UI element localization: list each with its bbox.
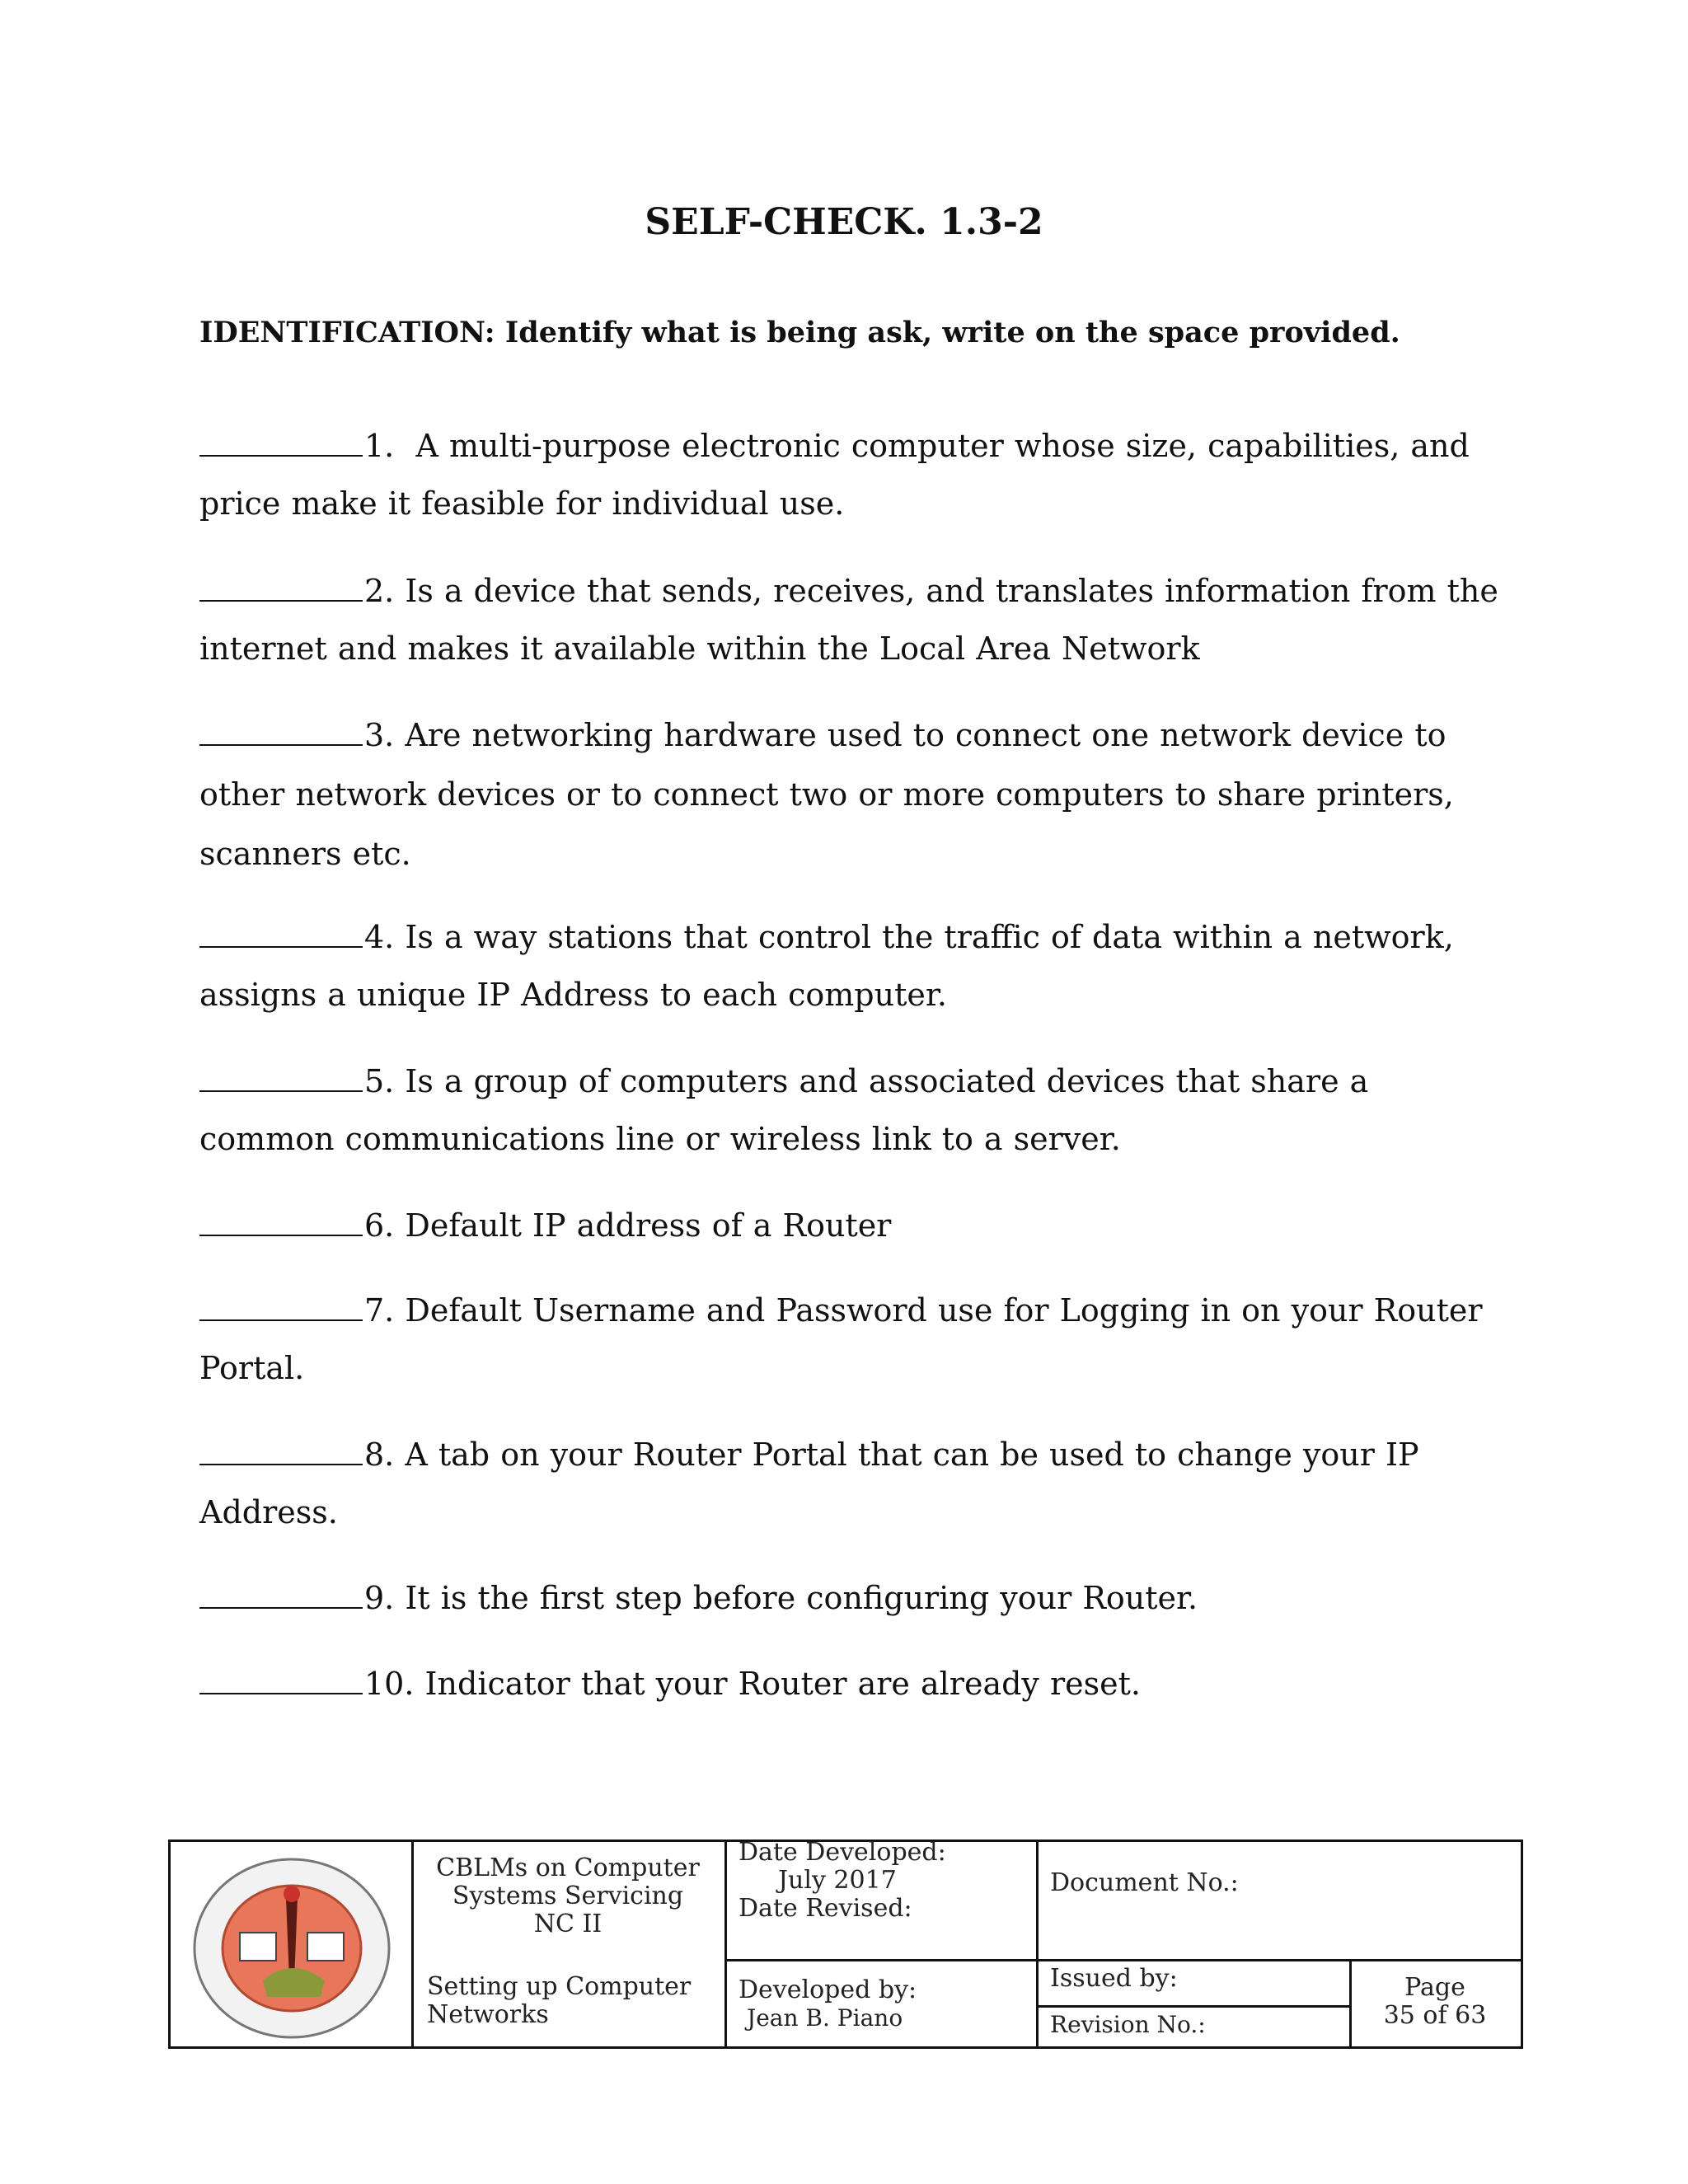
course-title-cell: [412, 1854, 724, 1938]
date-revised-label: Date Revised:: [738, 1894, 912, 1923]
question-number: 8.: [364, 1436, 395, 1473]
question-5: [199, 1052, 1502, 1168]
instructions: IDENTIFICATION: Identify what is being ask, write on the space provided.: [199, 316, 1400, 349]
question-number: 1.: [364, 428, 395, 464]
issued-by-label: Issued by:: [1050, 1964, 1178, 1993]
date-developed-label: Date Developed:: [738, 1838, 946, 1867]
question-text: Are networking hardware used to connect one network device to other network devices or to connect two or more computers to share printers, scanners etc.: [199, 717, 1454, 872]
answer-blank[interactable]: [199, 943, 363, 948]
question-number: 10.: [364, 1666, 415, 1702]
question-6: [199, 1197, 1502, 1254]
answer-blank[interactable]: [199, 1460, 363, 1465]
question-number: 7.: [364, 1292, 395, 1329]
answer-blank[interactable]: [199, 1316, 363, 1321]
answer-blank[interactable]: [199, 452, 363, 457]
question-number: 4.: [364, 919, 395, 955]
question-4: [199, 908, 1502, 1024]
question-3: [199, 705, 1502, 883]
date-developed-value: July 2017: [778, 1866, 897, 1895]
question-text: Is a group of computers and associated devices that share a common communications line or wireless link to a server.: [199, 1063, 1369, 1157]
question-8: [199, 1426, 1502, 1541]
module-line-2: Networks: [427, 2000, 549, 2029]
question-number: 3.: [364, 717, 395, 753]
question-text: A tab on your Router Portal that can be used to change your IP Address.: [199, 1436, 1419, 1530]
question-text: Is a device that sends, receives, and translates information from the internet and makes it available within the Local Area Network: [199, 573, 1498, 667]
question-text: Is a way stations that control the traffic of data within a network, assigns a unique IP Address to each computer.: [199, 919, 1454, 1013]
question-9: [199, 1569, 1502, 1627]
course-line-3: NC II: [533, 1910, 603, 1938]
developer-cell: [738, 1976, 1035, 2032]
page-title: SELF-CHECK. 1.3-2: [645, 201, 1043, 243]
answer-blank[interactable]: [199, 597, 363, 602]
question-number: 6.: [364, 1207, 395, 1244]
course-line-2: Systems Servicing: [452, 1882, 684, 1910]
developed-by-value: Jean B. Piano: [747, 2004, 903, 2032]
question-10: [199, 1655, 1502, 1713]
question-text: Default IP address of a Router: [405, 1207, 892, 1244]
answer-blank[interactable]: [199, 1087, 363, 1092]
module-title-cell: [427, 1973, 724, 2029]
page-label: Page: [1404, 1973, 1465, 2002]
date-cell: [738, 1839, 1035, 1923]
page-cell: [1348, 1974, 1522, 2030]
answer-blank[interactable]: [199, 1604, 363, 1609]
answer-blank[interactable]: [199, 1690, 363, 1694]
question-2: [199, 562, 1502, 677]
page-number: 35 of 63: [1383, 2001, 1487, 2030]
question-text: It is the first step before configuring your Router.: [405, 1580, 1198, 1616]
document-no-label: Document No.:: [1050, 1868, 1239, 1897]
question-number: 2.: [364, 573, 395, 609]
question-text: Indicator that your Router are already reset.: [424, 1666, 1141, 1702]
question-number: 9.: [364, 1580, 395, 1616]
question-text: Default Username and Password use for Logging in on your Router Portal.: [199, 1292, 1483, 1386]
question-text: A multi-purpose electronic computer whose size, capabilities, and price make it feasible for individual use.: [199, 428, 1470, 522]
question-number: 5.: [364, 1063, 395, 1099]
course-line-1: CBLMs on Computer: [436, 1854, 700, 1882]
module-line-1: Setting up Computer: [427, 1972, 692, 2001]
question-7: [199, 1282, 1502, 1397]
answer-blank[interactable]: [199, 741, 363, 746]
developed-by-label: Developed by:: [738, 1975, 917, 2004]
school-logo-seal: [189, 1857, 395, 2040]
question-1: [199, 417, 1502, 532]
revision-no-label: Revision No.:: [1050, 2011, 1206, 2038]
answer-blank[interactable]: [199, 1231, 363, 1236]
